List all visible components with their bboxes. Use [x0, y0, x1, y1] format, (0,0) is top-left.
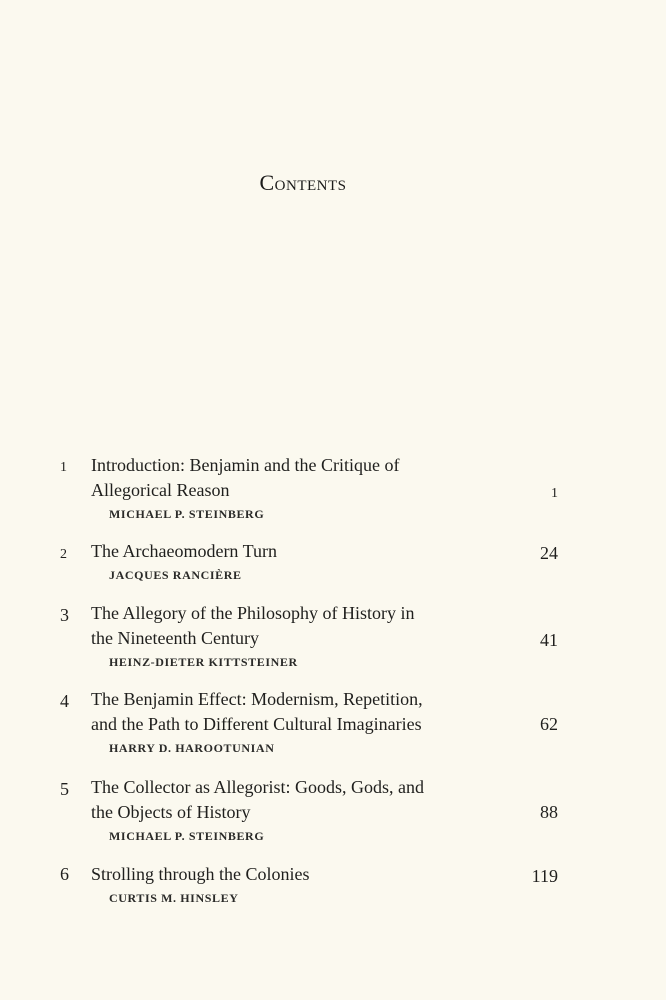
chapter-author: JACQUES RANCIÈRE	[109, 568, 242, 582]
page-number: 24	[540, 543, 558, 563]
chapter-title-line: Introduction: Benjamin and the Critique of	[91, 455, 400, 475]
toc-entry-1	[60, 453, 558, 523]
toc-entry-3	[60, 601, 558, 671]
toc-entry-5	[60, 775, 558, 845]
chapter-title-line: The Collector as Allegorist: Goods, Gods, and	[91, 777, 424, 797]
chapter-title-line: the Nineteenth Century	[91, 628, 259, 648]
chapter-number: 5	[60, 779, 69, 799]
page-number: 88	[540, 802, 558, 822]
chapter-title-line: The Allegory of the Philosophy of History in	[91, 603, 415, 623]
chapter-author: HARRY D. HAROOTUNIAN	[109, 741, 275, 755]
chapter-number: 3	[60, 605, 69, 625]
chapter-title-line: The Benjamin Effect: Modernism, Repetition,	[91, 689, 423, 709]
chapter-number: 6	[60, 864, 69, 884]
chapter-number: 4	[60, 691, 69, 711]
chapter-title-line: the Objects of History	[91, 802, 251, 822]
toc-entry-4	[60, 687, 558, 757]
toc-entry-2	[60, 539, 558, 584]
chapter-author: MICHAEL P. STEINBERG	[109, 829, 265, 843]
chapter-title-line: Allegorical Reason	[91, 480, 230, 500]
toc-entry-6	[60, 862, 558, 907]
page-number: 62	[540, 714, 558, 734]
chapter-title-line: and the Path to Different Cultural Imaginaries	[91, 714, 422, 734]
page-title: Contents	[259, 170, 347, 195]
chapter-number: 1	[60, 460, 67, 475]
chapter-title-line: The Archaeomodern Turn	[91, 541, 277, 561]
page-number: 41	[540, 630, 558, 650]
page-number: 1	[551, 486, 558, 501]
chapter-title-line: Strolling through the Colonies	[91, 864, 310, 884]
chapter-author: MICHAEL P. STEINBERG	[109, 507, 265, 521]
chapter-author: HEINZ-DIETER KITTSTEINER	[109, 655, 298, 669]
page-number: 119	[531, 866, 558, 886]
chapter-number: 2	[60, 547, 67, 562]
chapter-author: CURTIS M. HINSLEY	[109, 891, 239, 905]
